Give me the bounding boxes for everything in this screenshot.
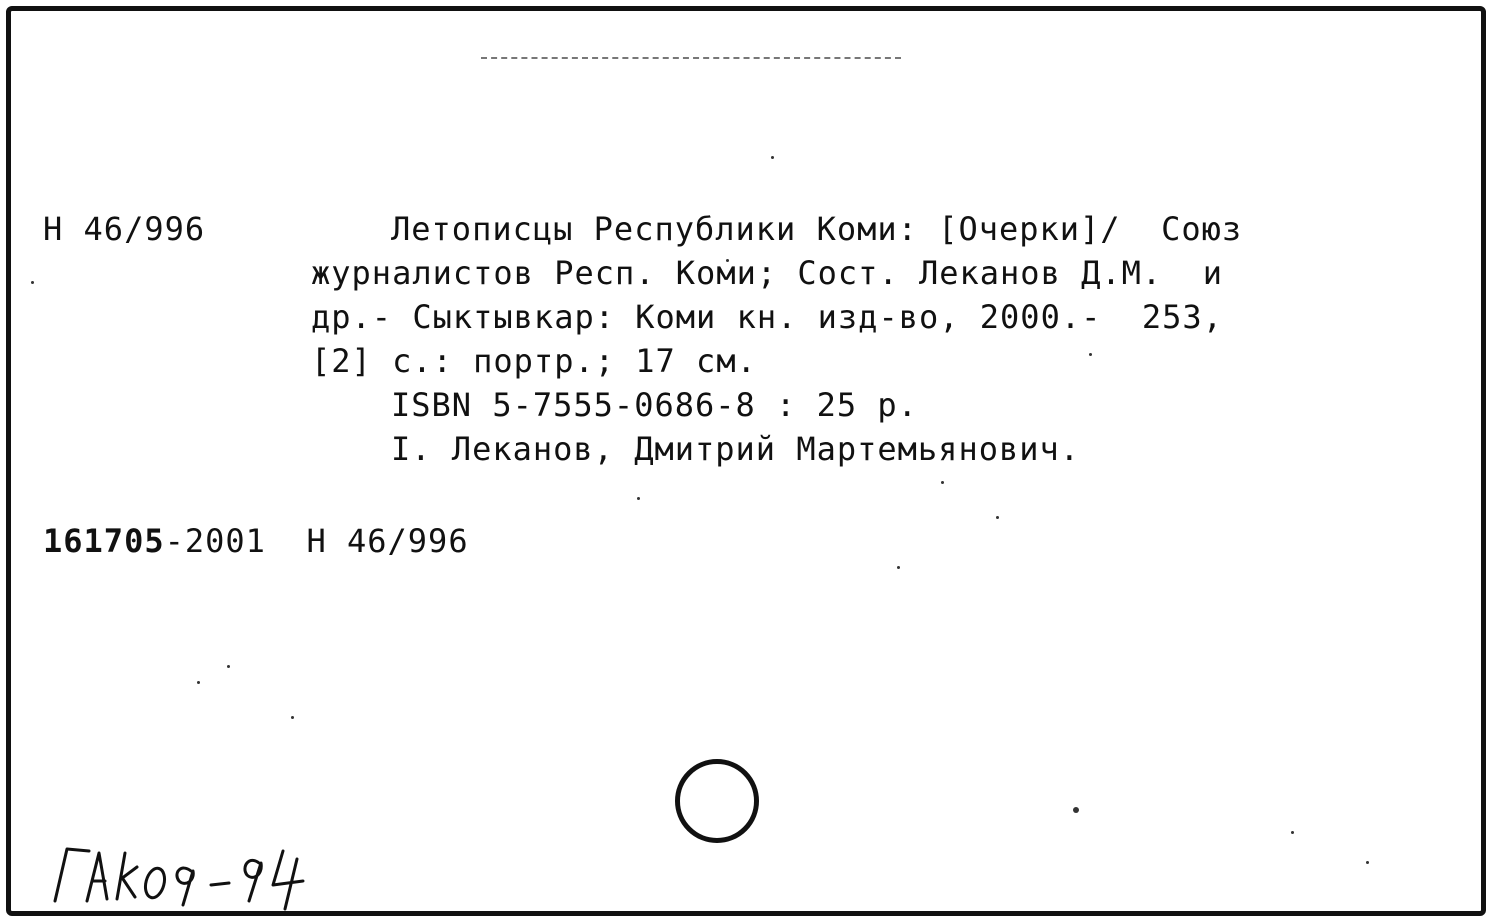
scan-speck bbox=[1291, 831, 1294, 834]
entry-title-line: Летописцы Республики Коми: [Очерки]/ Союз bbox=[391, 210, 1243, 248]
inventory-suffix: -2001 Н 46/996 bbox=[164, 522, 469, 560]
scan-speck bbox=[996, 516, 999, 519]
scan-speck bbox=[197, 681, 200, 684]
inventory-line bbox=[43, 521, 469, 561]
entry-line-2: журналистов Респ. Коми; Сост. Леканов Д.М. и bbox=[311, 254, 1223, 292]
scan-speck bbox=[227, 665, 230, 668]
added-entry-line: I. Леканов, Дмитрий Мартемьянович. bbox=[391, 430, 1081, 468]
stamp-circle bbox=[675, 759, 759, 843]
scan-speck bbox=[1366, 861, 1369, 864]
handwritten-note-drawing bbox=[51, 831, 371, 911]
scan-speck bbox=[637, 497, 640, 500]
scan-speck bbox=[941, 481, 944, 484]
entry-line-4: [2] с.: портр.; 17 см. bbox=[311, 342, 757, 380]
scan-speck bbox=[771, 156, 774, 159]
catalog-card bbox=[6, 6, 1486, 916]
scan-speck bbox=[1073, 807, 1079, 813]
scan-speck bbox=[897, 566, 900, 569]
scan-artifact-line bbox=[481, 57, 901, 59]
scan-speck bbox=[291, 716, 294, 719]
scan-speck bbox=[31, 281, 34, 284]
isbn-line: ISBN 5-7555-0686-8 : 25 р. bbox=[391, 386, 918, 424]
handwritten-note bbox=[51, 831, 371, 911]
inventory-number: 161705 bbox=[43, 522, 165, 560]
entry-line-3: др.- Сыктывкар: Коми кн. изд-во, 2000.- 253, bbox=[311, 298, 1223, 336]
call-number: Н 46/996 bbox=[43, 210, 206, 248]
scan-speck bbox=[1089, 353, 1092, 356]
